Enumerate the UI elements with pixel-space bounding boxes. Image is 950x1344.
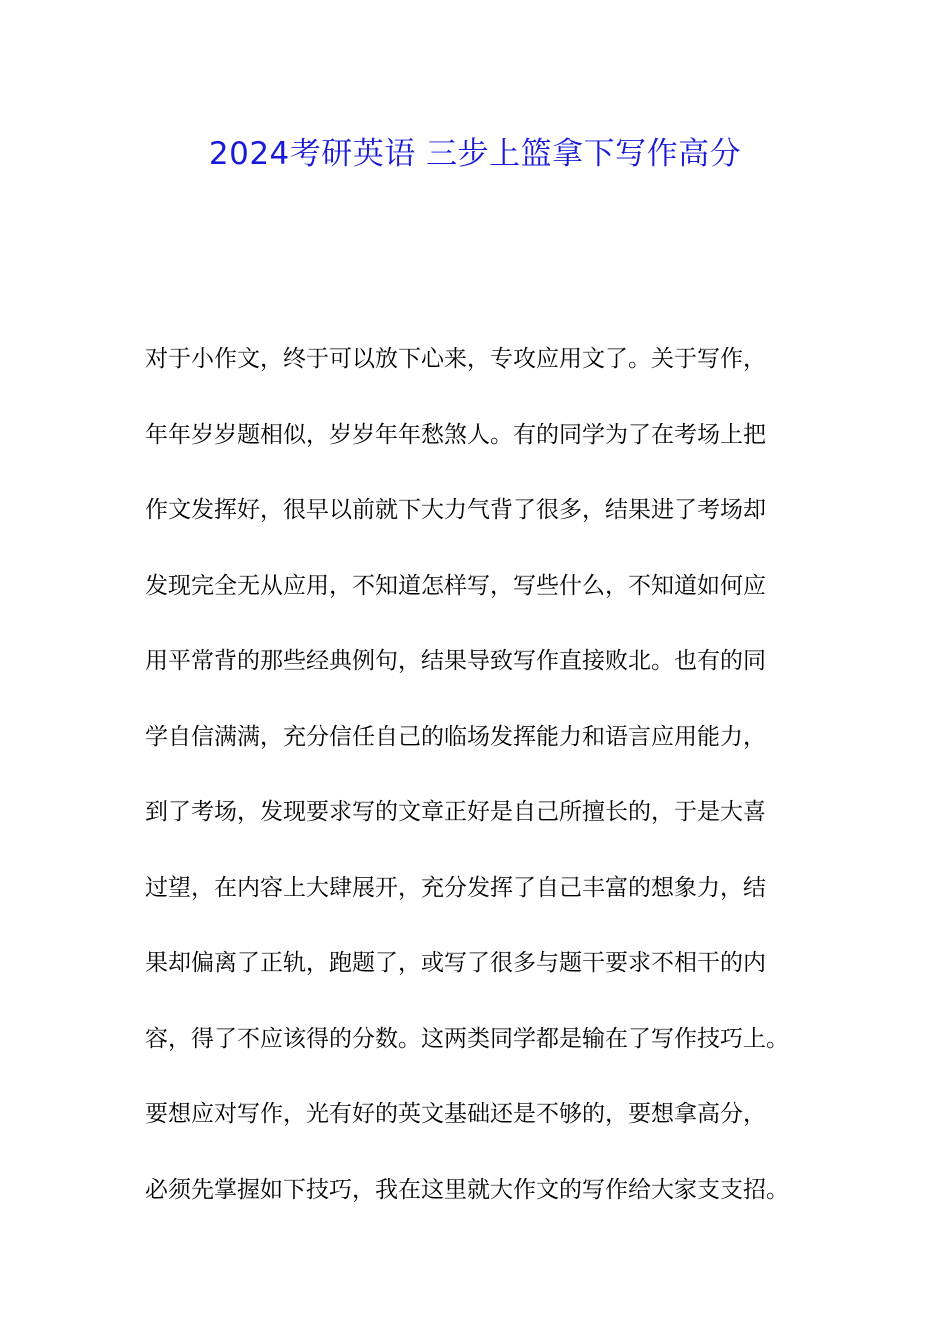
body-line: 必须先掌握如下技巧，我在这里就大作文的写作给大家支支招。 — [145, 1176, 789, 1203]
body-line: 果却偏离了正轨，跑题了，或写了很多与题干要求不相干的内 — [145, 950, 766, 976]
document-title: 2024考研英语 三步上篮拿下写作高分 — [208, 136, 742, 172]
body-line: 年年岁岁题相似，岁岁年年愁煞人。有的同学为了在考场上把 — [145, 421, 766, 448]
body-line: 容，得了不应该得的分数。这两类同学都是输在了写作技巧上。 — [145, 1025, 789, 1052]
body-line: 对于小作文，终于可以放下心来，专攻应用文了。关于写作， — [145, 346, 766, 372]
body-line: 用平常背的那些经典例句，结果导致写作直接败北。也有的同 — [145, 648, 766, 674]
body-line: 过望，在内容上大肆展开，充分发挥了自己丰富的想象力，结 — [145, 874, 766, 901]
body-line: 发现完全无从应用，不知道怎样写，写些什么，不知道如何应 — [145, 572, 766, 599]
document-body — [145, 341, 845, 1247]
body-line: 要想应对写作，光有好的英文基础还是不够的，要想拿高分， — [145, 1101, 766, 1127]
body-line: 作文发挥好，很早以前就下大力气背了很多，结果进了考场却 — [145, 497, 766, 523]
body-line: 到了考场，发现要求写的文章正好是自己所擅长的，于是大喜 — [145, 799, 766, 825]
body-line: 学自信满满，充分信任自己的临场发挥能力和语言应用能力， — [145, 723, 766, 750]
